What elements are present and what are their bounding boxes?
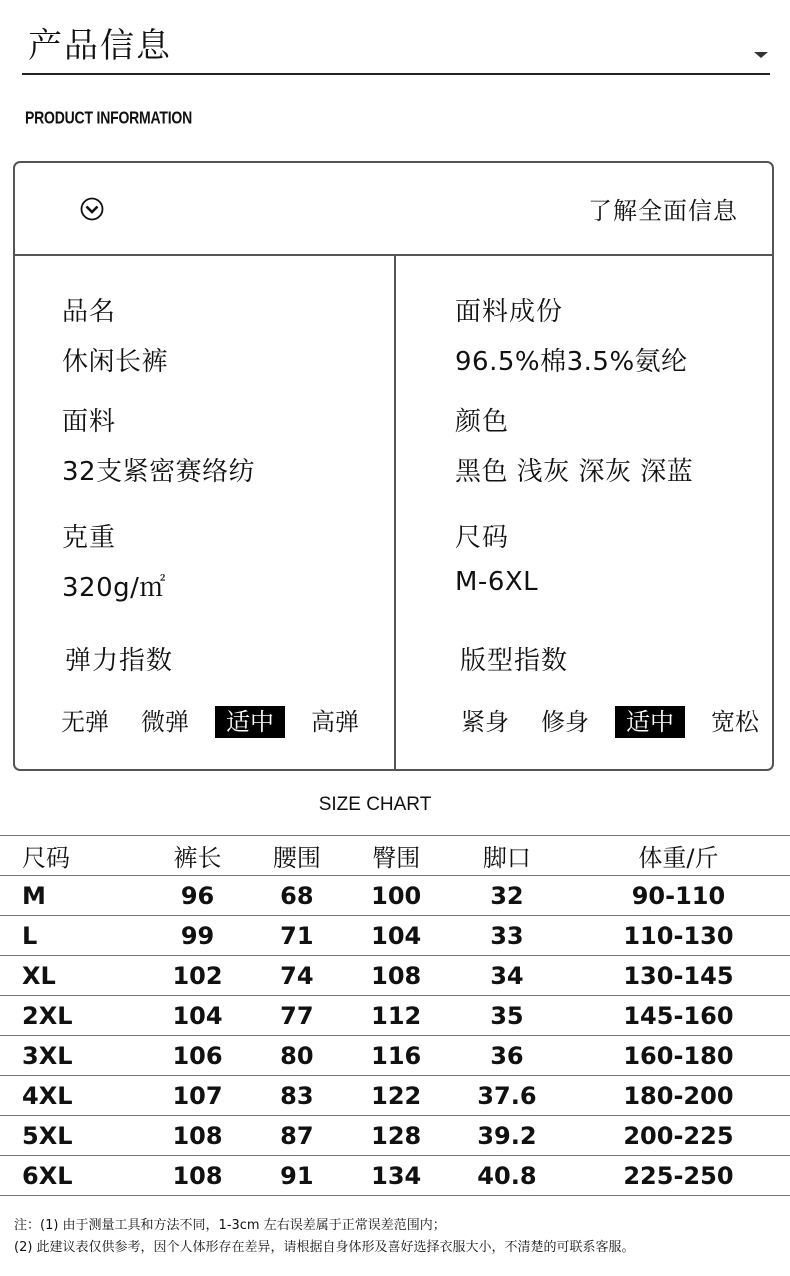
fit-option: 紧身 — [461, 708, 509, 736]
table-cell: 108 — [147, 1116, 248, 1156]
product-name-value: 休闲长裤 — [62, 347, 169, 377]
table-cell: 6XL — [0, 1156, 147, 1196]
composition-label: 面料成份 — [455, 297, 564, 327]
fit-label: 版型指数 — [460, 646, 569, 676]
table-header-row — [0, 836, 790, 876]
table-cell: 4XL — [0, 1076, 147, 1116]
table-cell: 100 — [345, 876, 446, 916]
table-cell: XL — [0, 956, 147, 996]
table-cell: L — [0, 916, 147, 956]
table-row — [0, 1116, 790, 1156]
size-chart-table — [0, 835, 790, 1196]
table-cell: 160-180 — [567, 1036, 790, 1076]
table-cell: 112 — [345, 996, 446, 1036]
fit-scale — [455, 706, 785, 738]
table-cell: 102 — [147, 956, 248, 996]
table-cell: 35 — [447, 996, 567, 1036]
table-cell: 36 — [447, 1036, 567, 1076]
table-cell: 33 — [447, 916, 567, 956]
table-cell: 83 — [248, 1076, 345, 1116]
size-value: M-6XL — [455, 567, 539, 597]
table-cell: 80 — [248, 1036, 345, 1076]
table-cell: 108 — [345, 956, 446, 996]
product-name-label: 品名 — [62, 297, 117, 327]
table-cell: 5XL — [0, 1116, 147, 1156]
table-cell: 34 — [447, 956, 567, 996]
elasticity-option-selected: 适中 — [215, 706, 285, 738]
fit-option-selected: 适中 — [615, 706, 685, 738]
elasticity-option: 高弹 — [311, 708, 359, 736]
table-cell: 37.6 — [447, 1076, 567, 1116]
column-header: 裤长 — [147, 836, 248, 876]
elasticity-option: 无弹 — [61, 708, 109, 736]
table-cell: 39.2 — [447, 1116, 567, 1156]
table-row — [0, 916, 790, 956]
table-cell: 200-225 — [567, 1116, 790, 1156]
page-title: 产品信息 — [28, 26, 172, 66]
color-label: 颜色 — [455, 407, 510, 437]
weight-value: 320g/㎡ — [62, 573, 166, 603]
table-row — [0, 876, 790, 916]
table-cell: 77 — [248, 996, 345, 1036]
table-cell: 180-200 — [567, 1076, 790, 1116]
table-cell: 108 — [147, 1156, 248, 1196]
table-cell: 106 — [147, 1036, 248, 1076]
table-cell: M — [0, 876, 147, 916]
table-cell: 116 — [345, 1036, 446, 1076]
column-header: 脚口 — [447, 836, 567, 876]
table-cell: 110-130 — [567, 916, 790, 956]
panel-divider-vertical — [394, 256, 396, 771]
color-value: 黑色 浅灰 深灰 深蓝 — [455, 457, 694, 487]
table-cell: 145-160 — [567, 996, 790, 1036]
elasticity-scale — [55, 706, 385, 738]
header-divider — [22, 73, 770, 75]
column-header: 臀围 — [345, 836, 446, 876]
table-cell: 99 — [147, 916, 248, 956]
table-cell: 32 — [447, 876, 567, 916]
table-cell: 107 — [147, 1076, 248, 1116]
column-header: 体重/斤 — [567, 836, 790, 876]
table-cell: 74 — [248, 956, 345, 996]
table-cell: 91 — [248, 1156, 345, 1196]
fabric-value: 32支紧密赛络纺 — [62, 457, 256, 487]
table-row — [0, 956, 790, 996]
fit-option: 宽松 — [711, 708, 759, 736]
table-cell: 90-110 — [567, 876, 790, 916]
page-subtitle: PRODUCT INFORMATION — [25, 107, 193, 127]
composition-value: 96.5%棉3.5%氨纶 — [455, 347, 688, 377]
table-cell: 104 — [345, 916, 446, 956]
column-header: 尺码 — [0, 836, 147, 876]
table-cell: 40.8 — [447, 1156, 567, 1196]
table-cell: 134 — [345, 1156, 446, 1196]
size-label: 尺码 — [455, 523, 510, 553]
table-row — [0, 1076, 790, 1116]
elasticity-option: 微弹 — [141, 708, 189, 736]
elasticity-label: 弹力指数 — [65, 646, 174, 676]
weight-label: 克重 — [62, 523, 117, 553]
fabric-label: 面料 — [62, 407, 117, 437]
table-row — [0, 1156, 790, 1196]
table-cell: 2XL — [0, 996, 147, 1036]
dropdown-caret-icon[interactable] — [754, 52, 768, 58]
table-cell: 128 — [345, 1116, 446, 1156]
table-cell: 225-250 — [567, 1156, 790, 1196]
size-chart-caption: SIZE CHART — [318, 794, 432, 815]
note-line-2: (2) 此建议表仅供参考，因个人体形存在差异，请根据自身体形及喜好选择衣服大小，不清楚的可联系客服。 — [14, 1240, 635, 1255]
column-header: 腰围 — [248, 836, 345, 876]
table-row — [0, 1036, 790, 1076]
note-line-1: 注：(1) 由于测量工具和方法不同，1-3cm 左右误差属于正常误差范围内； — [14, 1218, 446, 1233]
table-cell: 71 — [248, 916, 345, 956]
table-row — [0, 996, 790, 1036]
table-cell: 122 — [345, 1076, 446, 1116]
expand-chevron-icon[interactable] — [80, 197, 104, 221]
table-cell: 96 — [147, 876, 248, 916]
fit-option: 修身 — [541, 708, 589, 736]
table-cell: 104 — [147, 996, 248, 1036]
table-cell: 130-145 — [567, 956, 790, 996]
table-cell: 3XL — [0, 1036, 147, 1076]
table-cell: 87 — [248, 1116, 345, 1156]
table-cell: 68 — [248, 876, 345, 916]
expand-info-link[interactable]: 了解全面信息 — [588, 197, 738, 225]
